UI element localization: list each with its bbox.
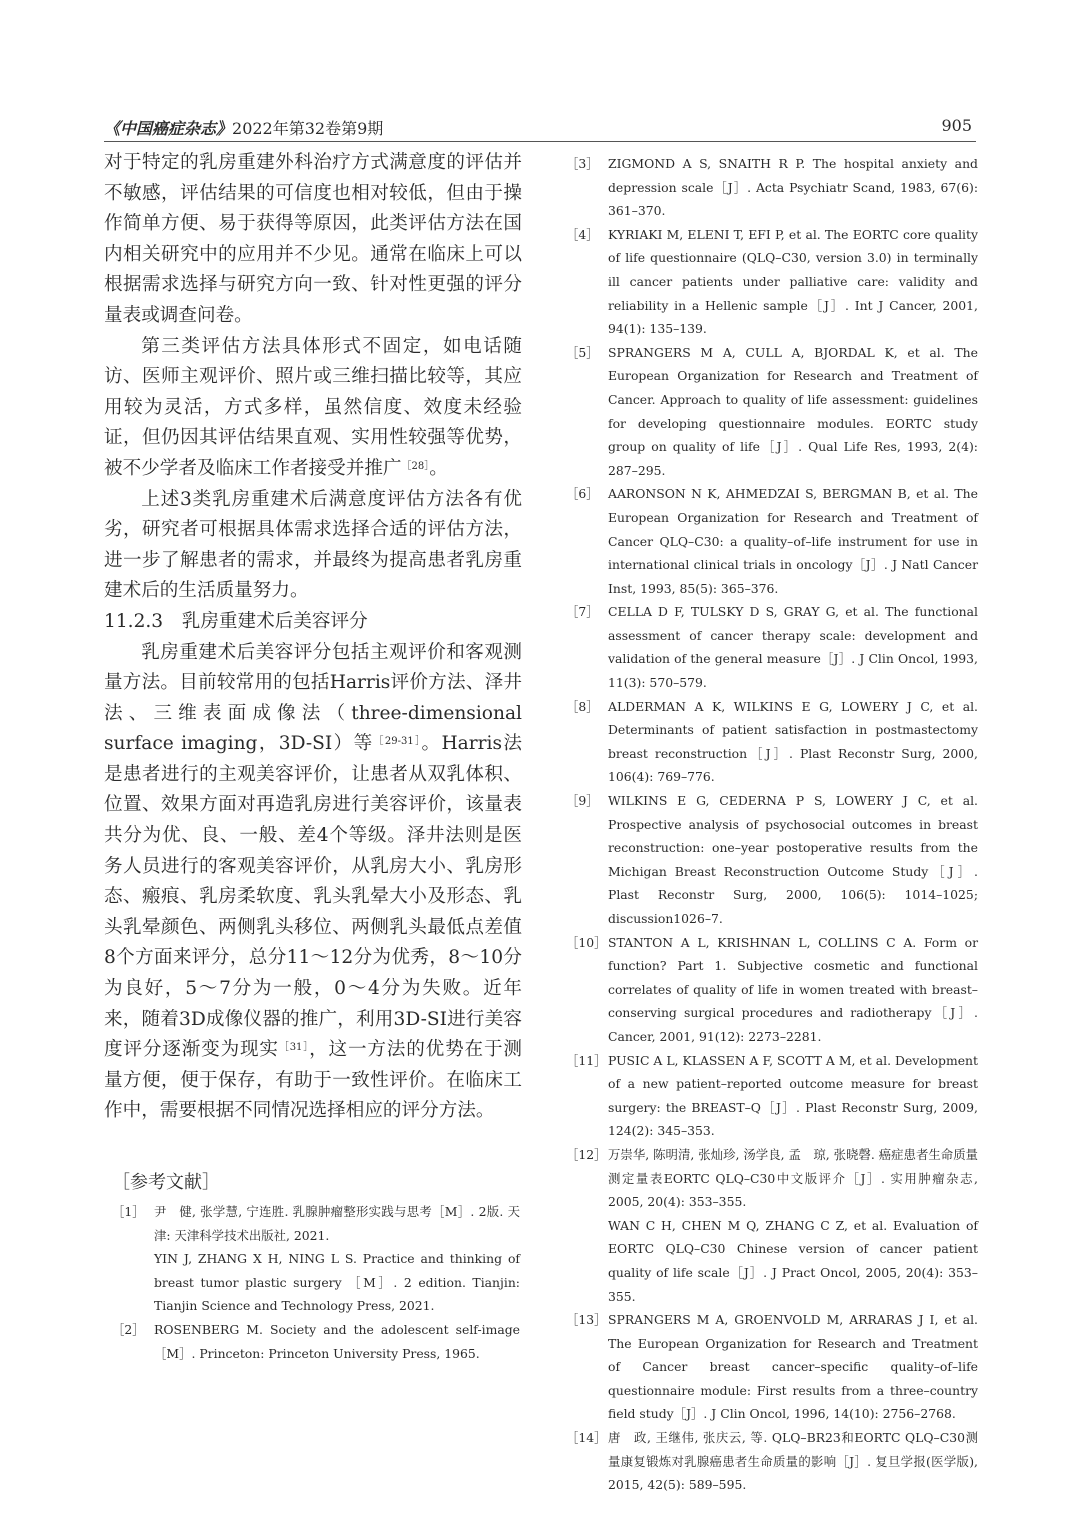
references-heading: ［参考文献］: [112, 1172, 220, 1193]
p2-text: 第三类评估方法具体形式不固定，如电话随访、医师主观评价、照片或三维扫描比较等，其应用较为灵活，方式多样，虽然信度、效度未经验证，但仍因其评估结果直观、实用性较强等优势，被不少学者及临床工作者接受并推广: [104, 335, 522, 479]
reference-item: [566, 1308, 978, 1426]
reference-item: [566, 223, 978, 341]
reference-item: [566, 1049, 978, 1143]
reference-text: SPRANGERS M A, GROENVOLD M, ARRARAS J I, et al. The European Organization for Research and Treatment of Cancer breast cancer–specific quality–of–life questionnaire module: First results from a three–country field study［J］. J Clin Oncol, 1996, 14(10): 2756–2768.: [608, 1312, 978, 1422]
reference-number: ［12］: [566, 1146, 607, 1162]
reference-number: ［6］: [566, 486, 599, 502]
reference-text: YIN J, ZHANG X H, NING L S. Practice and thinking of breast tumor plastic surgery ［M］. 2 edition. Tianjin: Tianjin Science and Technology Press, 2021.: [154, 1251, 520, 1314]
header-rule: [104, 141, 976, 142]
reference-text: KYRIAKI M, ELENI T, EFI P, et al. The EORTC core quality of life questionnaire (QLQ–C30, version 3.0) in terminally ill cancer patients under palliative care: validity and reliability in a Hellenic sample［J］. Int J Cancer, 2001, 94(1): 135–139.: [608, 226, 978, 337]
reference-text: 尹 健, 张学慧, 宁连胜. 乳腺肿瘤整形实践与思考［M］. 2版. 天津: 天津科学技术出版社, 2021.: [154, 1204, 520, 1243]
body-paragraph-1: 对于特定的乳房重建外科治疗方式满意度的评估并不敏感，评估结果的可信度也相对较低，但由于操作简单方便、易于获得等原因，此类评估方法在国内相关研究中的应用并不少见。通常在临床上可以根据需求选择与研究方向一致、针对性更强的评分量表或调查问卷。: [104, 152, 522, 326]
reference-text: ZIGMOND A S, SNAITH R P. The hospital anxiety and depression scale［J］. Acta Psychiatr Scand, 1983, 67(6): 361–370.: [608, 156, 978, 219]
reference-item: [566, 1143, 978, 1308]
journal-info: [104, 116, 383, 139]
reference-number: ［8］: [566, 698, 599, 714]
reference-number: ［13］: [566, 1312, 607, 1328]
reference-text: ALDERMAN A K, WILKINS E G, LOWERY J C, et al. Determinants of patient satisfaction in postmastectomy breast reconstruction［J］. Plast Reconstr Surg, 2000, 106(4): 769–776.: [608, 698, 978, 785]
reference-number: ［7］: [566, 604, 599, 620]
body-paragraph-2: [104, 332, 522, 485]
reference-number: ［14］: [566, 1430, 607, 1446]
reference-item: [112, 1200, 520, 1318]
references-list-left: [112, 1200, 520, 1365]
section-heading: 11.2.3 乳房重建术后美容评分: [104, 610, 368, 632]
references-list-right: [566, 152, 978, 1497]
reference-text: 万崇华, 陈明清, 张灿珍, 汤学良, 孟 琼, 张晓磬. 癌症患者生命质量测定量表EORTC QLQ–C30中文版评介［J］. 实用肿瘤杂志, 2005, 20(4): 353–355.: [608, 1146, 978, 1210]
reference-text: AARONSON N K, AHMEDZAI S, BERGMAN B, et al. The European Organization for Research and Treatment of Cancer QLQ–C30: a quality–of–life instrument for use in international clinical trials in oncology［J］. J Natl Cancer Inst, 1993, 85(5): 365–376.: [608, 486, 978, 596]
body-paragraph-3: 上述3类乳房重建术后满意度评估方法各有优劣，研究者可根据具体需求选择合适的评估方法，进一步了解患者的需求，并最终为提高患者乳房重建术后的生活质量努力。: [104, 488, 522, 602]
reference-number: ［9］: [566, 793, 599, 809]
reference-item: [566, 482, 978, 600]
reference-number: ［2］: [112, 1321, 145, 1337]
reference-item: [566, 341, 978, 483]
reference-text: WILKINS E G, CEDERNA P S, LOWERY J C, et al. Prospective analysis of psychosocial outcomes in breast reconstruction: one–year postoperative results from the Michigan Breast Reconstruction Outcome Study［J］. Plast Reconstr Surg, 2000, 106(5): 1014–1025; discussion1026–7.: [608, 793, 978, 926]
body-paragraph-4: [104, 638, 522, 1128]
citation-31: ［31］: [278, 1042, 310, 1054]
reference-text: 唐 政, 王继伟, 张庆云, 等. QLQ–BR23和EORTC QLQ–C30测量康复锻炼对乳腺癌患者生命质量的影响［J］. 复旦学报(医学版), 2015, 42(5): 589–595.: [608, 1430, 978, 1493]
reference-item: [566, 600, 978, 694]
reference-text: WAN C H, CHEN M Q, ZHANG C Z, et al. Evaluation of EORTC QLQ–C30 Chinese version of cancer patient quality of life scale［J］. J Pract Oncol, 2005, 20(4): 353–355.: [608, 1217, 978, 1304]
reference-number: ［4］: [566, 226, 599, 242]
citation-28: ［28］: [401, 460, 430, 472]
reference-number: ［10］: [566, 934, 607, 950]
p4-text-c: ，这一方法的优势在于测量方便，便于保存，有助于一致性评价。在临床工作中，需要根据不同情况选择相应的评分方法。: [104, 1039, 522, 1122]
reference-number: ［3］: [566, 156, 599, 171]
page-number: 905: [941, 116, 972, 135]
reference-number: ［11］: [566, 1052, 607, 1068]
issue-info: 2022年第32卷第9期: [232, 119, 384, 138]
reference-text: STANTON A L, KRISHNAN L, COLLINS C A. Form or function? Part 1. Subjective cosmetic and functional correlates of quality of life in women treated with breast–conserving surgical procedures and radiotherapy［J］. Cancer, 2001, 91(12): 2273–2281.: [608, 934, 978, 1044]
journal-title: 《中国癌症杂志》: [104, 119, 233, 138]
p4-text-b: 。Harris法是患者进行的主观美容评价，让患者从双乳体积、位置、效果方面对再造乳房进行美容评价，该量表共分为优、良、一般、差4个等级。泽井法则是医务人员进行的客观美容评价，从乳房大小、乳房形态、瘢痕、乳房柔软度、乳头乳晕大小及形态、乳头乳晕颜色、两侧乳头移位、两侧乳头最低点差值8个方面来评分，总分11～12分为优秀，8～10分为良好，5～7分为一般，0～4分为失败。近年来，随着3D成像仪器的推广，利用3D-SI进行美容度评分逐渐变为现实: [104, 733, 522, 1061]
reference-item: [566, 931, 978, 1049]
p4-text-a: 乳房重建术后美容评分包括主观评价和客观测量方法。目前较常用的包括Harris评价方法、泽井法、三维表面成像法（three-dimensional surface imaging，3D-SI）等: [104, 641, 522, 755]
reference-number: ［5］: [566, 344, 599, 360]
reference-item: [566, 695, 978, 789]
reference-text: SPRANGERS M A, CULL A, BJORDAL K, et al. The European Organization for Research and Treatment of Cancer. Approach to quality of life assessment: guidelines for developing questionnaire modules. EORTC study group on quality of life［J］. Qual Life Res, 1993, 2(4): 287–295.: [608, 344, 978, 478]
reference-item: [566, 1426, 978, 1497]
reference-text: ROSENBERG M. Society and the adolescent self-image［M］. Princeton: Princeton University Press, 1965.: [154, 1321, 520, 1361]
citation-29-31: ［29-31］: [373, 736, 422, 748]
reference-item: [112, 1318, 520, 1365]
reference-number: ［1］: [112, 1204, 145, 1219]
running-header: [104, 116, 976, 142]
body-text-column: [104, 148, 522, 1127]
p2-end: 。: [429, 457, 448, 479]
reference-text: PUSIC A L, KLASSEN A F, SCOTT A M, et al. Development of a new patient–reported outcome measure for breast surgery: the BREAST–Q［J］. Plast Reconstr Surg, 2009, 124(2): 345–353.: [608, 1052, 978, 1139]
reference-text: CELLA D F, TULSKY D S, GRAY G, et al. The functional assessment of cancer therapy scale: development and validation of the general measure［J］. J Clin Oncol, 1993, 11(3): 570–579.: [608, 604, 978, 691]
reference-item: [566, 789, 978, 931]
reference-item: [566, 152, 978, 223]
